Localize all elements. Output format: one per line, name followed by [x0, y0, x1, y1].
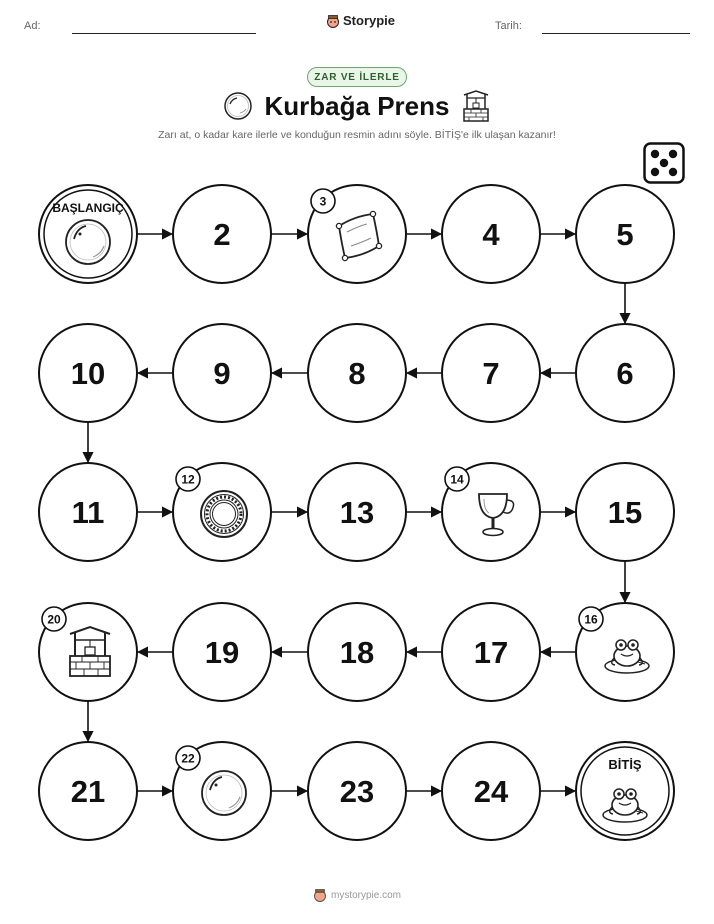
space-number: 19: [204, 635, 240, 670]
footer-url[interactable]: mystorypie.com: [330, 889, 401, 901]
board-space[interactable]: [308, 324, 406, 422]
space-number: 13: [339, 495, 375, 530]
board-space[interactable]: [173, 185, 271, 283]
space-number: 22: [181, 751, 195, 766]
space-number: 7: [482, 356, 500, 391]
board-space[interactable]: [173, 603, 271, 701]
board-space[interactable]: [39, 603, 137, 701]
instructions: Zarı at, o kadar kare ilerle ve konduğun resmin adını söyle. BİTİŞ'e ilk ulaşan kazanır!: [158, 129, 556, 141]
space-number: 21: [70, 774, 106, 809]
space-number: 2: [213, 217, 231, 252]
board-space[interactable]: [442, 603, 540, 701]
finish-space[interactable]: [576, 742, 674, 840]
board-space[interactable]: [576, 463, 674, 561]
space-number: 11: [71, 495, 105, 530]
space-number: 16: [584, 612, 598, 627]
board-space[interactable]: [442, 463, 540, 561]
page-title: Kurbağa Prens: [264, 90, 450, 121]
board-space[interactable]: [308, 603, 406, 701]
name-label: Ad:: [24, 20, 41, 32]
brand-name: Storypie: [343, 13, 396, 28]
bubble-icon: [202, 771, 246, 815]
space-number: 23: [339, 774, 375, 809]
date-label: Tarih:: [495, 20, 522, 32]
space-number: 14: [450, 472, 464, 487]
board-space[interactable]: [576, 324, 674, 422]
space-number: 18: [339, 635, 375, 670]
footer: [0, 888, 714, 902]
board-space[interactable]: [308, 185, 406, 283]
space-number: 9: [213, 356, 231, 391]
plate-icon: [201, 491, 247, 537]
start-space[interactable]: [39, 185, 137, 283]
board-space[interactable]: [442, 185, 540, 283]
space-number: 15: [607, 495, 643, 530]
board-space[interactable]: [39, 742, 137, 840]
space-number: 5: [616, 217, 634, 252]
board-space[interactable]: [173, 463, 271, 561]
space-number-badge: [176, 746, 200, 770]
space-number: 20: [47, 612, 61, 627]
finish-label: BİTİŞ: [608, 757, 642, 772]
space-number: 4: [482, 217, 500, 252]
bubble-icon: [66, 220, 110, 264]
space-number: 3: [319, 194, 327, 209]
space-number: 10: [70, 356, 106, 391]
space-number-badge: [42, 607, 66, 631]
board-space[interactable]: [442, 742, 540, 840]
space-number: 8: [348, 356, 366, 391]
space-number: 24: [473, 774, 509, 809]
game-type-badge: ZAR VE İLERLE: [307, 67, 407, 87]
board-space[interactable]: [39, 324, 137, 422]
mascot-icon: [313, 888, 327, 902]
board-space[interactable]: [576, 185, 674, 283]
board-space[interactable]: [173, 324, 271, 422]
board-space[interactable]: [442, 324, 540, 422]
board-space[interactable]: [173, 742, 271, 840]
board-space[interactable]: [308, 463, 406, 561]
start-label: BAŞLANGIÇ: [52, 201, 124, 215]
space-number: 6: [616, 356, 634, 391]
space-number-badge: [445, 467, 469, 491]
space-number-badge: [176, 467, 200, 491]
space-number: 17: [473, 635, 509, 670]
board-space[interactable]: [576, 603, 674, 701]
board-space[interactable]: [308, 742, 406, 840]
space-number-badge: [579, 607, 603, 631]
board-space[interactable]: [39, 463, 137, 561]
space-number-badge: [311, 189, 335, 213]
space-number: 12: [181, 472, 195, 487]
